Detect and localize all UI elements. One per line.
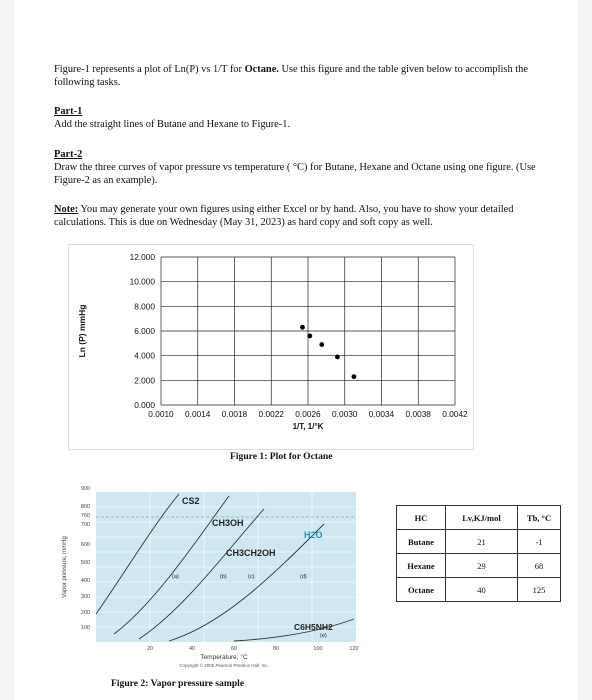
label-c6h5nh2: C6H5NH2 (294, 622, 333, 632)
y-tick-label: 8.000 (134, 301, 155, 312)
y-tick: 760 (80, 513, 90, 519)
x-tick: 20 (146, 646, 154, 652)
data-point (352, 374, 357, 379)
document-page (14, 0, 578, 700)
letter-a: (a) (172, 574, 179, 580)
hydrocarbon-table (396, 505, 561, 602)
table-cell: Hexane (397, 554, 446, 578)
table-cell: 29 (446, 554, 518, 578)
table-header: Lv,KJ/mol (446, 506, 518, 530)
part1-title: Part-1 (54, 106, 83, 117)
letter-d: (d) (300, 574, 307, 580)
table-cell: Octane (397, 578, 446, 602)
y-tick: 700 (80, 522, 90, 528)
intro-text: Figure-1 represents a plot of Ln(P) vs 1/T for (54, 64, 245, 75)
note-label: Note: (54, 204, 79, 215)
x-tick-label: 0.0010 (148, 409, 174, 419)
y-tick: 300 (80, 594, 90, 600)
figure2-chart (54, 484, 364, 674)
table-header: HC (397, 506, 446, 530)
x-tick: 60 (230, 646, 238, 652)
y-tick-label: 10.000 (129, 276, 155, 287)
label-ch3ch2oh: CH3CH2OH (226, 548, 276, 558)
part2-title: Part-2 (54, 149, 83, 160)
note-text: You may generate your own figures using either Excel or by hand. Also, you have to show your detailed calculations. This is due on Wednesday (May 31, 2023) as hard copy and soft copy as well. (54, 204, 514, 228)
y-tick-label: 4.000 (134, 350, 155, 361)
figure2-xlabel: Temperature, °C (200, 654, 248, 661)
figure2-y-ticks (81, 486, 90, 631)
y-tick-label: 2.000 (134, 375, 155, 386)
y-tick-label: 0.000 (134, 400, 155, 410)
x-tick-label: 0.0018 (221, 409, 248, 419)
table-header-row (397, 506, 561, 530)
table-row (397, 530, 561, 554)
table-header: Tb, °C (518, 506, 561, 530)
data-point (300, 325, 305, 330)
x-tick-label: 0.0030 (332, 409, 358, 419)
y-tick: 100 (80, 625, 90, 631)
y-tick: 600 (80, 542, 90, 548)
table-cell: Butane (397, 530, 446, 554)
x-tick-label: 0.0026 (295, 409, 321, 419)
figure1-frame (68, 244, 474, 450)
part2-text: Draw the three curves of vapor pressure vs temperature ( °C) for Butane, Hexane and Octane using one figure. (Use Figure-2 as an example). (54, 162, 536, 186)
x-tick: 120 (349, 646, 359, 652)
y-tick: 200 (80, 610, 90, 616)
intro-bold: Octane. (244, 64, 279, 75)
table-cell: 125 (518, 578, 561, 602)
table-cell: 21 (446, 530, 518, 554)
intro-text-2: Use this figure and the table given below to accomplish the following tasks. (54, 64, 528, 88)
figure2-caption: Figure 2: Vapor pressure sample (111, 678, 245, 689)
letter-c: (c) (248, 574, 255, 580)
data-point (319, 342, 324, 347)
x-tick-label: 0.0014 (185, 409, 211, 419)
y-tick: 800 (80, 504, 90, 510)
table-cell: -1 (518, 530, 561, 554)
label-ch3oh: CH3OH (212, 518, 244, 528)
letter-e: (e) (320, 633, 327, 639)
figure2-x-ticks (147, 646, 359, 652)
label-cs2: CS2 (182, 496, 200, 506)
table-cell: 68 (518, 554, 561, 578)
x-tick-label: 0.0034 (368, 409, 395, 419)
table-cell: 40 (446, 578, 518, 602)
table-row (397, 578, 561, 602)
y-axis-label: Ln (P) mmHg (77, 304, 87, 358)
figure2-copyright: Copyright © 2005 Pearson Prentice Hall, Inc. (179, 663, 269, 668)
part1-text: Add the straight lines of Butane and Hexane to Figure-1. (54, 119, 291, 130)
x-tick-label: 0.0042 (442, 409, 468, 419)
letter-b: (b) (220, 574, 227, 580)
y-tick: 500 (80, 560, 90, 566)
x-axis-label: 1/T, 1/°K (292, 422, 324, 431)
x-tick-label: 0.0022 (258, 409, 284, 419)
x-tick: 80 (272, 646, 280, 652)
y-tick: 900 (80, 486, 90, 492)
label-h2o: H2O (304, 530, 323, 540)
y-tick: 400 (80, 578, 90, 584)
y-tick-label: 6.000 (134, 326, 155, 336)
x-tick: 100 (313, 646, 323, 652)
figure1-chart (69, 245, 473, 449)
table-row (397, 554, 561, 578)
figure2-ylabel: Vapor pressure, mmHg (62, 536, 68, 598)
figure1-caption: Figure 1: Plot for Octane (230, 451, 333, 462)
x-tick: 40 (188, 646, 196, 652)
intro-paragraph (54, 63, 564, 89)
data-point (335, 355, 340, 360)
x-tick-label: 0.0038 (405, 409, 431, 419)
y-tick-label: 12.000 (129, 252, 155, 262)
data-point (307, 334, 312, 339)
note-paragraph (54, 203, 564, 229)
